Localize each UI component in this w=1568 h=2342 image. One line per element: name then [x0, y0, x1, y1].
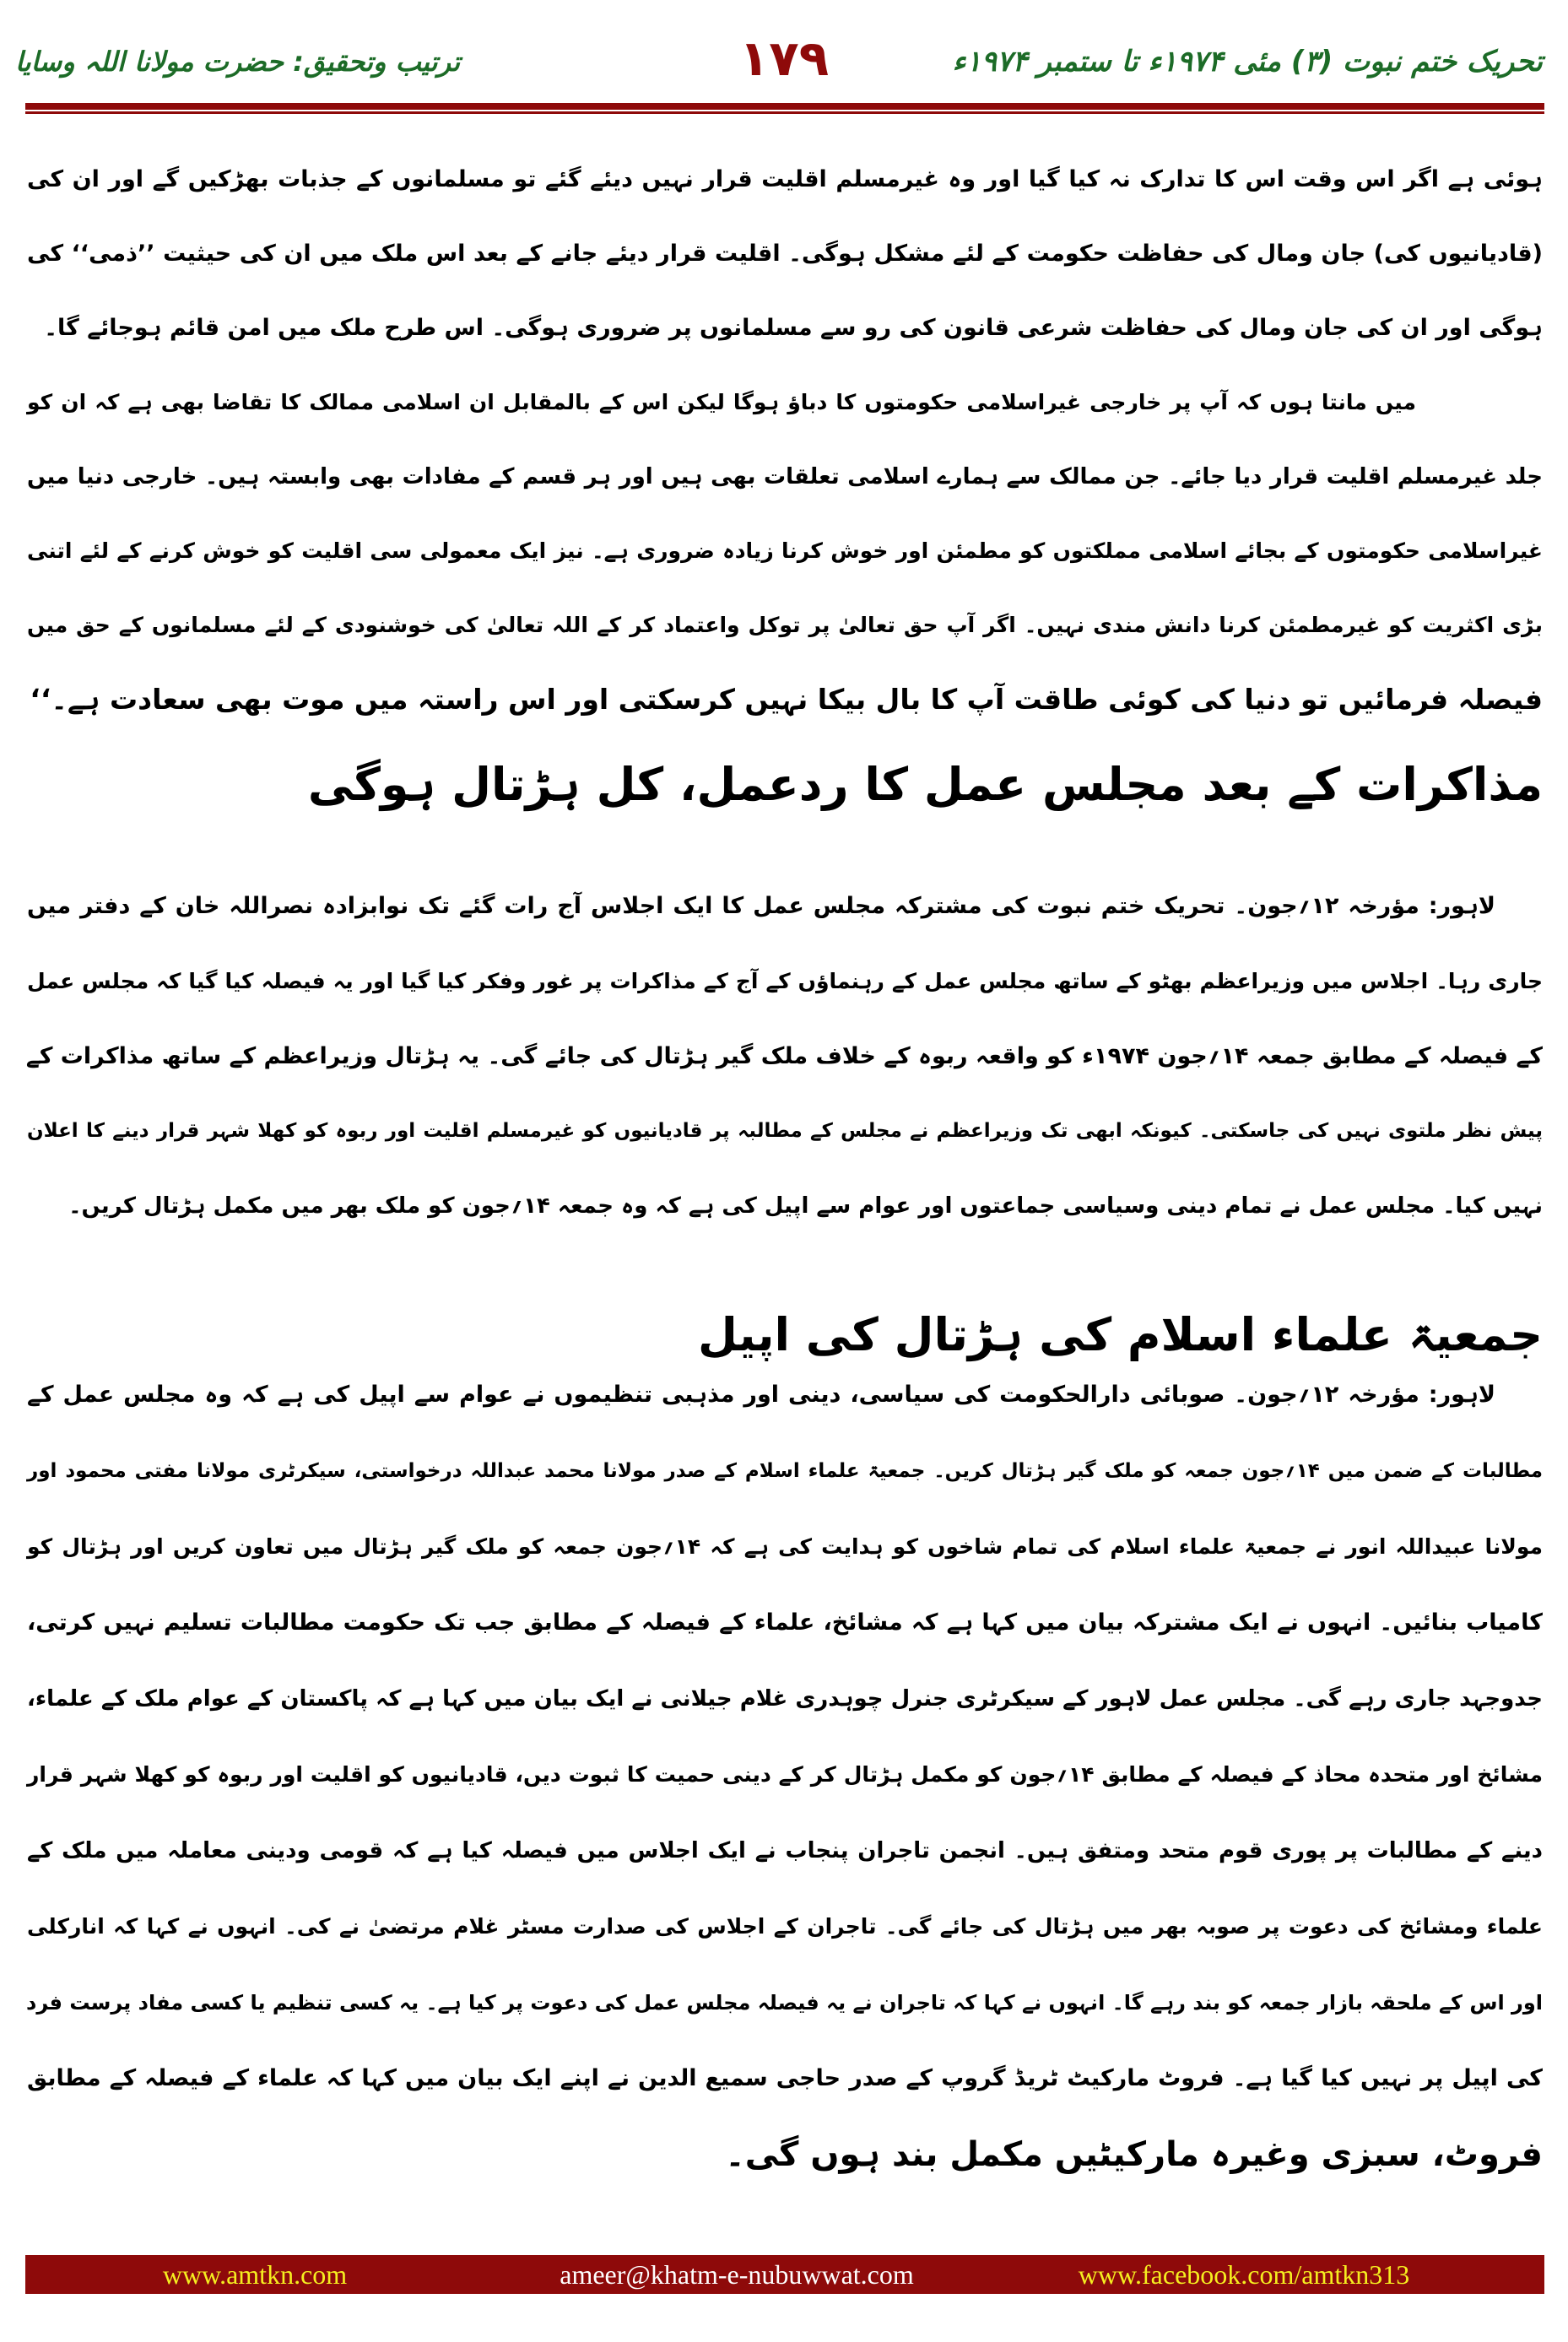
- section-heading: مذاکرات کے بعد مجلس عمل کا ردعمل، کل ہڑتال ہوگی: [307, 758, 1543, 811]
- email-link[interactable]: ameer@khatm-e-nubuwwat.com: [560, 2259, 914, 2290]
- book-title: تحریک ختم نبوت (۳) مئی ۱۹۷۴ء تا ستمبر ۱۹۷۴ء: [952, 45, 1543, 78]
- text-line: دینے کے مطالبات پر پوری قوم متحد ومتفق ہیں۔ انجمن تاجران پنجاب نے ایک اجلاس میں فیصلہ کیا ہے کہ قومی ودینی معاملہ میں ملک کے: [27, 1838, 1543, 1863]
- text-line: (قادیانیوں کی) جان ومال کی حفاظت حکومت کے لئے مشکل ہوگی۔ اقلیت قرار دیئے جانے کے بعد اس ملک میں ان کی حیثیت ’’ذمی‘‘ کی: [27, 241, 1543, 267]
- facebook-link[interactable]: www.facebook.com/amtkn313: [1078, 2259, 1410, 2290]
- website-link[interactable]: www.amtkn.com: [162, 2259, 348, 2290]
- text-line: غیراسلامی حکومتوں کے بجائے اسلامی مملکتوں کو مطمئن اور خوش کرنا زیادہ ضروری ہے۔ نیز ایک معمولی سی اقلیت کو خوش کرنے کے لئے اتنی: [27, 538, 1543, 563]
- text-line: فیصلہ فرمائیں تو دنیا کی کوئی طاقت آپ کا بال بیکا نہیں کرسکتی اور اس راستہ میں موت بھی سعادت ہے۔‘‘: [30, 683, 1543, 716]
- text-line: مشائخ اور متحدہ محاذ کے فیصلہ کے مطابق ۱۴؍جون کو مکمل ہڑتال کر کے دینی حمیت کا ثبوت دیں، قادیانیوں کو اقلیت اور ربوہ کو کھلا شہر قرار: [27, 1762, 1543, 1787]
- text-line: فروٹ، سبزی وغیرہ مارکیٹیں مکمل بند ہوں گی۔: [725, 2135, 1543, 2174]
- text-line: مولانا عبیداللہ انور نے جمعیۃ علماء اسلام کی تمام شاخوں کو ہدایت کی ہے کہ ۱۴؍جون جمعہ کو ملک گیر ہڑتال میں تعاون کریں اور ہڑتال کو: [27, 1534, 1543, 1559]
- compiler-credit: ترتیب وتحقیق: حضرت مولانا اللہ وسایا: [15, 46, 461, 78]
- text-line: لاہور: مؤرخہ ۱۲؍جون۔ صوبائی دارالحکومت کی سیاسی، دینی اور مذہبی تنظیموں نے عوام سے اپیل کی ہے کہ وہ مجلس عمل کے: [27, 1382, 1495, 1408]
- text-line: کی اپیل پر نہیں کیا گیا ہے۔ فروٹ مارکیٹ ٹریڈ گروپ کے صدر حاجی سمیع الدین نے اپنے ایک بیان میں کہا کہ علماء کے فیصلہ کے مطابق: [27, 2065, 1543, 2091]
- header-rule-thin: [25, 111, 1544, 114]
- paragraph-news-1: [27, 868, 1543, 1244]
- text-line: نہیں کیا۔ مجلس عمل نے تمام دینی وسیاسی جماعتوں اور عوام سے اپیل کی ہے کہ وہ جمعہ ۱۴؍جون کو ملک بھر میں مکمل ہڑتال کریں۔: [68, 1193, 1543, 1219]
- text-line: جلد غیرمسلم اقلیت قرار دیا جائے۔ جن ممالک سے ہمارے اسلامی تعلقات بھی ہیں اور ہر قسم کے مفادات بھی وابستہ ہیں۔ خارجی دنیا میں: [27, 464, 1543, 489]
- text-line: کے فیصلہ کے مطابق جمعہ ۱۴؍جون ۱۹۷۴ء کو واقعہ ربوہ کے خلاف ملک گیر ہڑتال کی جائے گی۔ یہ ہڑتال وزیراعظم کے ساتھ مذاکرات کے: [25, 1043, 1543, 1069]
- text-line: ہوئی ہے اگر اس وقت اس کا تدارک نہ کیا گیا اور وہ غیرمسلم اقلیت قرار نہیں دیئے گئے تو مسلمانوں کے جذبات بھڑکیں گے اور ان کی: [27, 166, 1543, 192]
- text-line: مطالبات کے ضمن میں ۱۴؍جون جمعہ کو ملک گیر ہڑتال کریں۔ جمعیۃ علماء اسلام کے صدر مولانا محمد عبداللہ درخواستی، سیکرٹری مولانا مفتی محمود اور: [27, 1460, 1543, 1482]
- section-heading: جمعیۃ علماء اسلام کی ہڑتال کی اپیل: [697, 1308, 1543, 1361]
- text-line: جاری رہا۔ اجلاس میں وزیراعظم بھٹو کے ساتھ مجلس عمل کے رہنماؤں کے آج کے مذاکرات پر غور وفکر کیا گیا اور یہ فیصلہ کیا گیا کہ مجلس عمل: [27, 969, 1543, 993]
- text-line: پیش نظر ملتوی نہیں کی جاسکتی۔ کیونکہ ابھی تک وزیراعظم نے مجلس کے مطالبہ پر قادیانیوں کو غیرمسلم اقلیت اور ربوہ کو کھلا شہر قرار دینے کا اعلان: [27, 1120, 1543, 1142]
- paragraph-news-2: [27, 1357, 1543, 2193]
- text-line: بڑی اکثریت کو غیرمطمئن کرنا دانش مندی نہیں۔ اگر آپ حق تعالیٰ پر توکل واعتماد کر کے اللہ تعالیٰ کی خوشنودی کے لئے مسلمانوں کے حق میں: [27, 613, 1543, 637]
- text-line: اور اس کے ملحقہ بازار جمعہ کو بند رہے گا۔ انہوں نے کہا کہ تاجران نے یہ فیصلہ مجلس عمل کی دعوت پر کیا ہے۔ یہ کسی تنظیم یا کسی مفاد پرست فرد: [26, 1991, 1543, 2015]
- text-line: جدوجہد جاری رہے گی۔ مجلس عمل لاہور کے سیکرٹری جنرل چوہدری غلام جیلانی نے ایک بیان میں کہا ہے کہ پاکستان کے عوام ملک کے علماء،: [27, 1686, 1543, 1712]
- text-line: کامیاب بنائیں۔ انہوں نے ایک مشترکہ بیان میں کہا ہے کہ مشائخ، علماء کے فیصلہ کے مطابق جب تک حکومت مطالبات تسلیم نہیں کرتی،: [27, 1609, 1543, 1636]
- header-rule: [25, 103, 1544, 110]
- text-line: ہوگی اور ان کی جان ومال کی حفاظت شرعی قانون کی رو سے مسلمانوں پر ضروری ہوگی۔ اس طرح ملک میں امن قائم ہوجائے گا۔: [44, 315, 1543, 341]
- text-line: علماء ومشائخ کی دعوت پر صوبہ بھر میں ہڑتال کی جائے گی۔ تاجران کے اجلاس کی صدارت مسٹر غلام مرتضیٰ نے کی۔ انہوں نے کہا کہ انارکلی: [27, 1914, 1543, 1939]
- page-number: ۱۷۹: [738, 30, 830, 87]
- paragraphs-intro: [27, 143, 1543, 737]
- text-line: میں مانتا ہوں کہ آپ پر خارجی غیراسلامی حکومتوں کا دباؤ ہوگا لیکن اس کے بالمقابل ان اسلامی ممالک کا تقاضا بھی ہے کہ ان کو: [27, 390, 1416, 414]
- text-line: لاہور: مؤرخہ ۱۲؍جون۔ تحریک ختم نبوت کی مشترکہ مجلس عمل کا ایک اجلاس آج رات گئے تک نوابزادہ نصراللہ خان کے دفتر میں: [27, 893, 1495, 919]
- footer-bar: [25, 2255, 1544, 2294]
